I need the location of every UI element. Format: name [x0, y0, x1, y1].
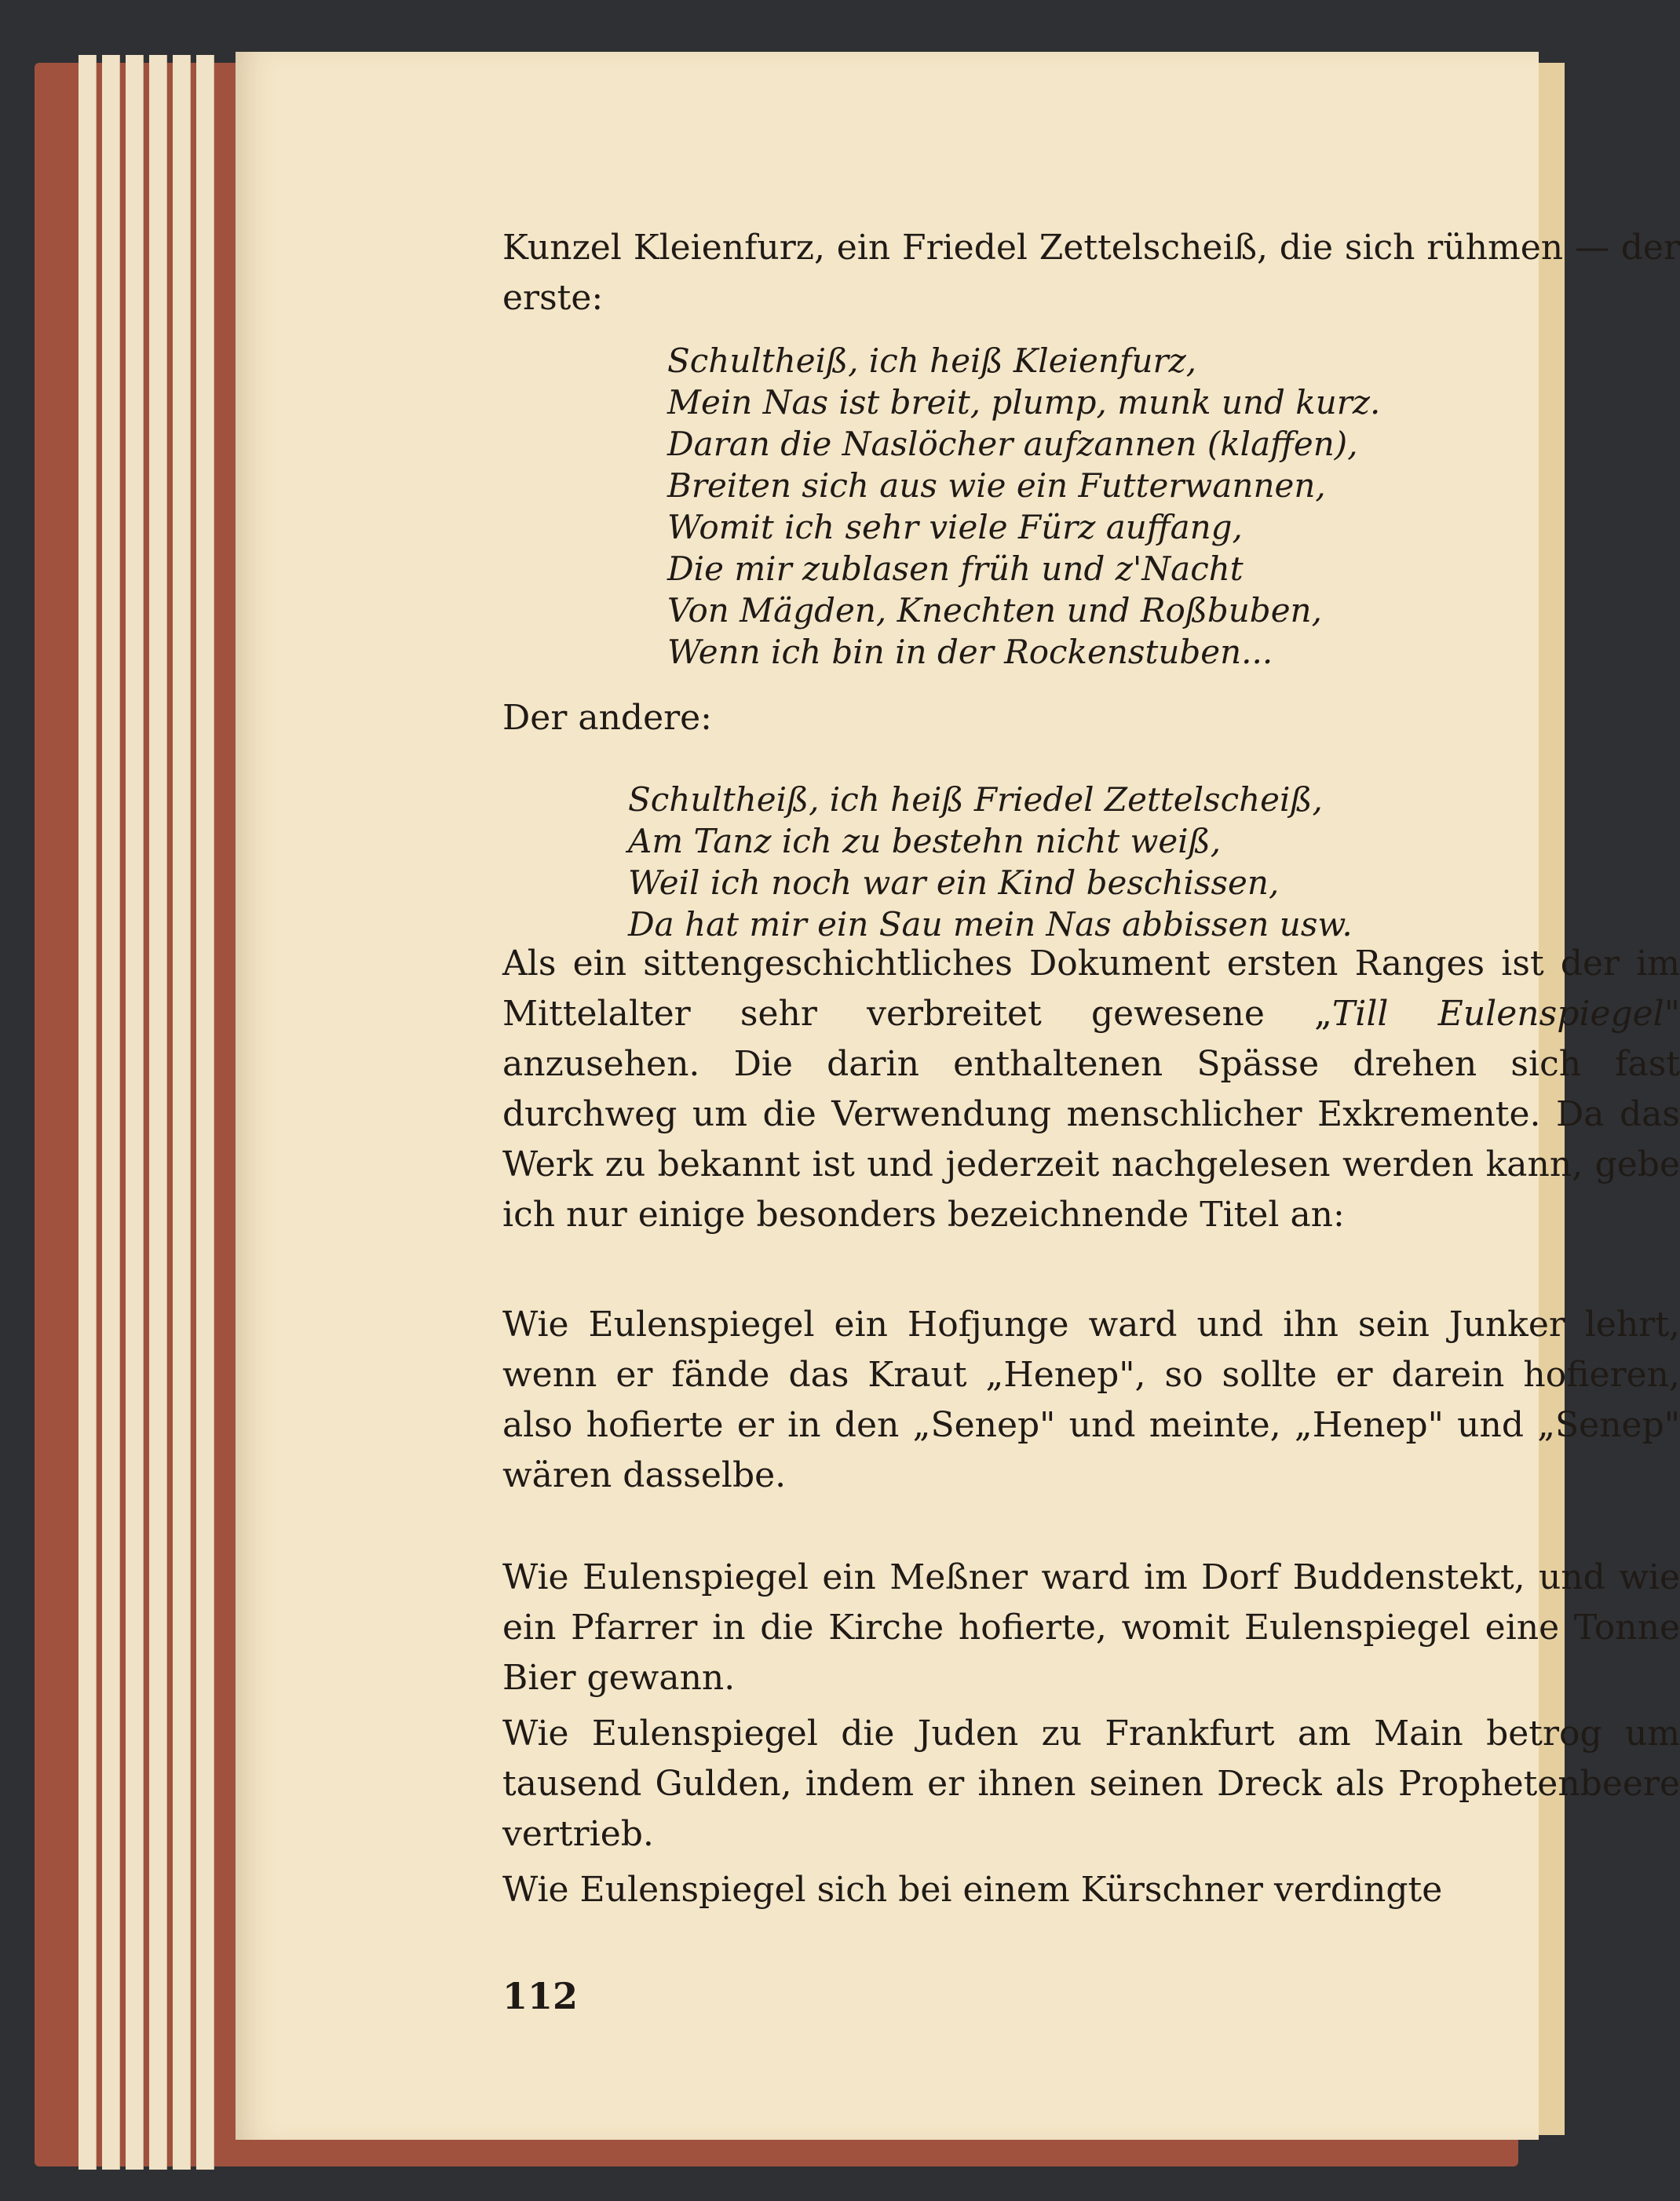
paragraph-kuerschner: Wie Eulenspiegel sich bei einem Kürschner verdingte — [502, 1870, 1443, 1910]
verse-line: Schultheiß, ich heiß Friedel Zettelscheiß, — [628, 780, 1323, 819]
verse-line: Mein Nas ist breit, plump, munk und kurz. — [667, 383, 1381, 422]
verse-line: Womit ich sehr viele Fürz auffang, — [667, 508, 1243, 546]
verse-line: Daran die Naslöcher aufzannen (klaffen), — [667, 425, 1358, 463]
page-edge — [79, 55, 97, 2170]
page-edge — [149, 55, 167, 2170]
verse-line: Die mir zublasen früh und z'Nacht — [667, 549, 1244, 588]
para1-text-a: Als ein sittengeschichtliches Dokument ersten Ranges ist der im Mittelalter sehr verbreitet gewesene „ — [502, 944, 1680, 1034]
page-edge — [126, 55, 144, 2170]
book-page — [236, 52, 1680, 2140]
para1-text-b: " anzusehen. Die darin enthaltenen Spässe drehen sich fast durchweg um die Verwendung menschlicher Exkremente. Da das Werk zu bekannt ist und jederzeit nachgelesen werden kann, gebe ich nur einige besonders bezeichnende Titel an: — [502, 994, 1680, 1235]
paragraph-hofjunge: Wie Eulenspiegel ein Hofjunge ward und ihn sein Junker lehrt, wenn er fände das Kraut „Henep", so sollte er darein hofieren, also hofierte er in den „Senep" und meinte, „Henep" und „Senep" wären dasselbe. — [502, 1305, 1680, 1495]
book-title-till-eulenspiegel: Till Eulenspiegel — [1331, 994, 1664, 1034]
intro-paragraph: Kunzel Kleienfurz, ein Friedel Zettelscheiß, die sich rühmen — der erste: — [502, 228, 1680, 318]
verse-line: Breiten sich aus wie ein Futterwannen, — [667, 466, 1326, 505]
verse-line: Am Tanz ich zu bestehn nicht weiß, — [628, 822, 1222, 860]
page-number: 112 — [502, 1975, 579, 2017]
page-edge — [102, 55, 120, 2170]
page-edge — [173, 55, 191, 2170]
paragraph-till-eulenspiegel — [502, 939, 1680, 1240]
verse-line: Schultheiß, ich heiß Kleienfurz, — [667, 341, 1197, 380]
paragraph-messner: Wie Eulenspiegel ein Meßner ward im Dorf Buddenstekt, und wie ein Pfarrer in die Kirche hofierte, womit Eulenspiegel eine Tonne Bier gewann. — [502, 1557, 1680, 1698]
verse-line: Da hat mir ein Sau mein Nas abbissen usw. — [628, 905, 1353, 944]
label-der-andere: Der andere: — [502, 698, 713, 738]
page-edge — [196, 55, 214, 2170]
verse-line: Wenn ich bin in der Rockenstuben... — [667, 633, 1273, 671]
verse-line: Von Mägden, Knechten und Roßbuben, — [667, 591, 1322, 630]
paragraph-juden: Wie Eulenspiegel die Juden zu Frankfurt am Main betrog um tausend Gulden, indem er ihnen seinen Dreck als Prophetenbeere vertrieb. — [502, 1714, 1680, 1854]
verse-kleienfurz — [667, 340, 1380, 673]
verse-zettelscheiss — [628, 779, 1353, 945]
verse-line: Weil ich noch war ein Kind beschissen, — [628, 863, 1280, 902]
